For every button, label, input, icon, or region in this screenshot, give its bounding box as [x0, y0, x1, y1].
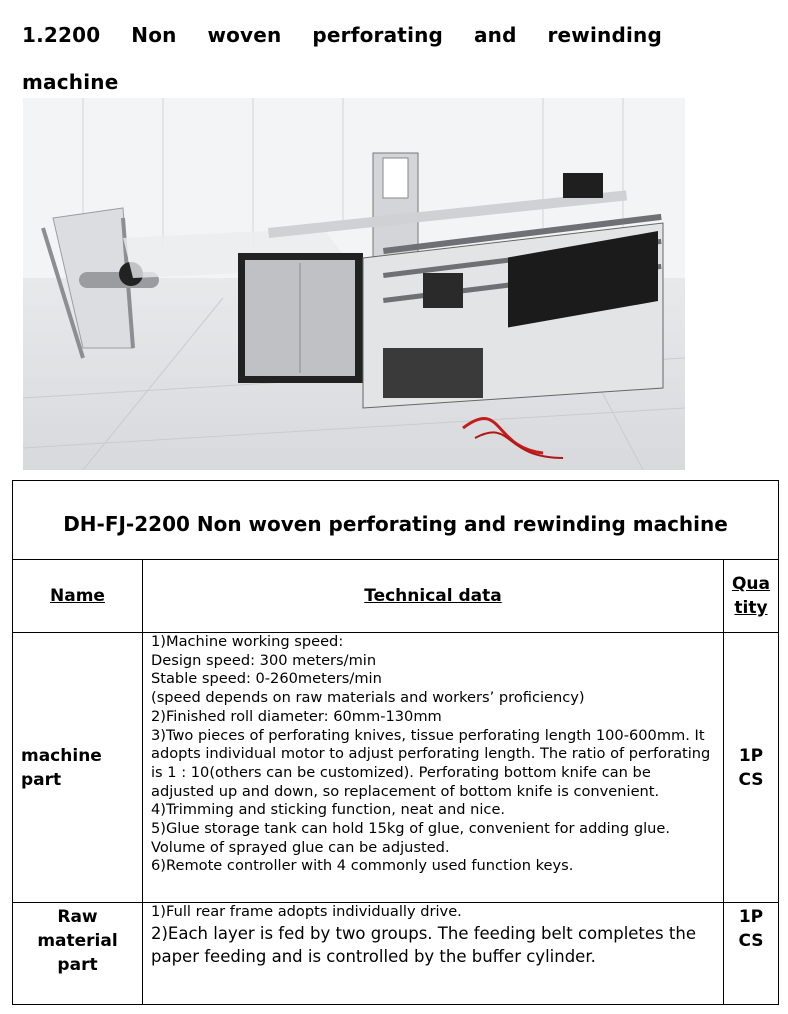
table-title: DH-FJ-2200 Non woven perforating and rewinding machine [13, 481, 779, 560]
heading-word: perforating [312, 23, 444, 47]
machine-photo [23, 98, 685, 470]
spec-line: 2)Finished roll diameter: 60mm-130mm [151, 707, 442, 725]
spec-line: (speed depends on raw materials and workers’ proficiency) [151, 689, 585, 707]
spec-table [12, 480, 779, 1005]
heading-line-2: machine [22, 70, 119, 94]
spec-line: 2)Each layer is fed by two groups. The feeding belt completes the paper feeding and is controlled by the buffer cylinder. [151, 923, 696, 967]
spec-line: 5)Glue storage tank can hold 15kg of glue, convenient for adding glue. Volume of sprayed glue can be adjusted. [151, 820, 671, 856]
header-technical-label: Technical data [364, 586, 502, 606]
heading-word: woven [207, 23, 282, 47]
heading-word: Non [131, 23, 177, 47]
heading-word: 1.2200 [22, 23, 101, 47]
row-name [13, 903, 143, 1005]
header-qty-label: Quatity [731, 574, 771, 618]
row-name [13, 633, 143, 903]
spec-line: 3)Two pieces of perforating knives, tissue perforating length 100-600mm. It adopts individual motor to adjust perforating length. The ratio of perforating is 1 : 10(others can be customized). Perforating bottom knife can be adjusted up and down, so replacement of bottom knife is convenient. [151, 726, 711, 800]
qty-cell [724, 633, 779, 903]
column-header-name [13, 560, 143, 633]
heading-word: and [473, 23, 517, 47]
qty-value: 1PCS [738, 907, 764, 951]
section-heading [22, 12, 662, 106]
technical-cell [143, 903, 724, 1005]
row-name-text: machine part [21, 745, 102, 790]
spec-line: Design speed: 300 meters/min [151, 651, 377, 669]
spec-line: 1)Machine working speed: [151, 633, 344, 650]
spec-line: 4)Trimming and sticking function, neat and nice. [151, 801, 506, 819]
spec-line: Stable speed: 0-260meters/min [151, 670, 382, 688]
header-name-label: Name [50, 586, 105, 606]
column-header-qty [724, 560, 779, 633]
qty-cell [724, 903, 779, 1005]
column-header-technical [143, 560, 724, 633]
spec-line: 1)Full rear frame adopts individually drive. [151, 903, 462, 920]
row-name-text: Raw material part [37, 907, 118, 975]
spec-line: 6)Remote controller with 4 commonly used function keys. [151, 857, 574, 875]
qty-value: 1PCS [738, 745, 764, 790]
technical-cell [143, 633, 724, 903]
heading-word: rewinding [547, 23, 662, 47]
